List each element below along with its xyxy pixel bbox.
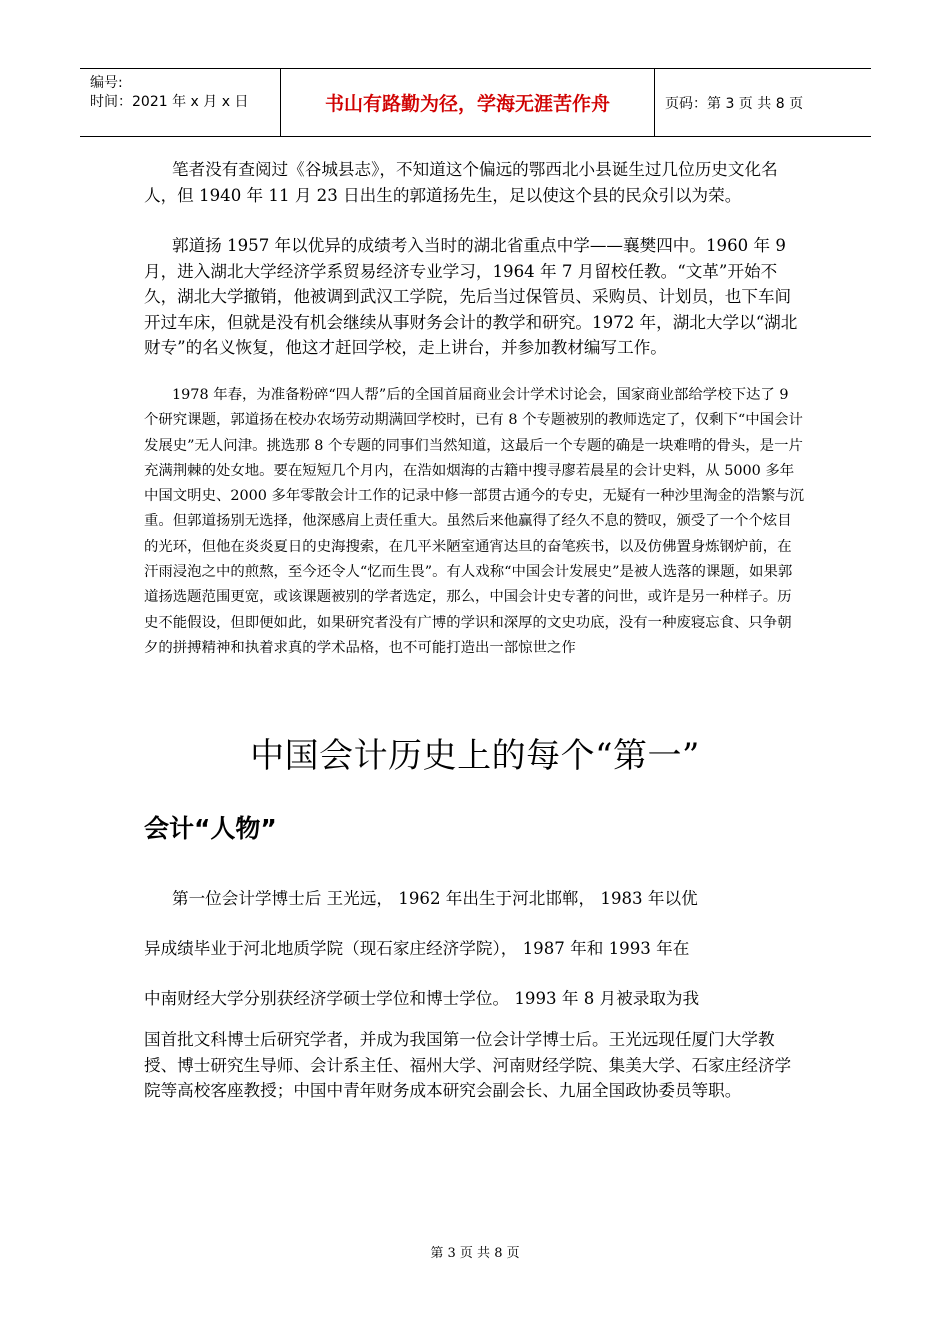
body-paragraph-3: 1978 年春，为准备粉碎“四人帮”后的全国首届商业会计学术讨论会，国家商业部给学校下达了 9 个研究课题，郭道扬在校办农场劳动期满回学校时，已有 8 个专题被别的教师选定了，仅剩下“中国会计发展史”无人问津。挑选那 8 个专题的同事们当然知道，这最后一个专题的确是一块难啃的骨头，是一片充满荆棘的处女地。要在短短几个月内，在浩如烟海的古籍中搜寻廖若晨星的会计史料，从 5000 多年中国文明史、2000 多年零散会计工作的记录中修一部贯古通今的专史，无疑有一种沙里淘金的浩繁与沉重。但郭道扬别无选择，他深感肩上责任重大。虽然后来他赢得了经久不息的赞叹，颁受了一个个炫目的光环，但他在炎炎夏日的史海搜索，在几平米陋室通宵达旦的奋笔疾书，以及仿佛置身炼钢炉前，在汗雨浸泡之中的煎熬，至今还令人“忆而生畏”。有人戏称“中国会计发展史”是被人选落的课题，如果郭道扬选题范围更宽，或该课题被别的学者选定，那么，中国会计史专著的问世，或许是另一种样子。历史不能假设，但即便如此，如果研究者没有广博的学识和深厚的文史功底，没有一种废寝忘食、只争朝夕的拼搏精神和执着求真的学术品格，也不可能打造出一部惊世之作 bbox=[144, 387, 804, 656]
document-date-label: 时间：2021 年 x 月 x 日 bbox=[90, 94, 249, 110]
header-page-number: 页码：第 3 页 共 8 页 bbox=[665, 95, 804, 112]
body-paragraph-4-line: 第一位会计学博士后 王光远， 1962 年出生于河北邯郸， 1983 年以优 bbox=[172, 889, 698, 908]
body-paragraph-4-line: 中南财经大学分别获经济学硕士学位和博士学位。 1993 年 8 月被录取为我 bbox=[144, 989, 700, 1008]
body-paragraph-4-line: 异成绩毕业于河北地质学院（现石家庄经济学院）， 1987 年和 1993 年在 bbox=[144, 939, 690, 958]
body-paragraph-4-continuation: 国首批文科博士后研究学者，并成为我国第一位会计学博士后。王光远现任厦门大学教授、博士研究生导师、会计系主任、福州大学、河南财经学院、集美大学、石家庄经济学院等高校客座教授；中国中青年财务成本研究会副会长、九届全国政协委员等职。 bbox=[144, 1030, 792, 1100]
page-footer: 第 3 页 共 8 页 bbox=[430, 1246, 520, 1261]
section-subheading: 会计“人物” bbox=[144, 814, 277, 843]
document-number-label: 编号: bbox=[90, 75, 123, 91]
body-paragraph-1: 笔者没有查阅过《谷城县志》，不知道这个偏远的鄂西北小县诞生过几位历史文化名人，但 1940 年 11 月 23 日出生的郭道扬先生，足以使这个县的民众引以为荣。 bbox=[144, 160, 778, 205]
body-paragraph-2: 郭道扬 1957 年以优异的成绩考入当时的湖北省重点中学——襄樊四中。1960 年 9 月，进入湖北大学经济学系贸易经济专业学习，1964 年 7 月留校任教。“文革”开始不久，湖北大学撤销，他被调到武汉工学院，先后当过保管员、采购员、计划员，也下车间开过车床，但就是没有机会继续从事财务会计的教学和研究。1972 年，湖北大学以“湖北财专”的名义恢复，他这才赶回学校，走上讲台，并参加教材编写工作。 bbox=[144, 236, 798, 357]
page-header bbox=[80, 68, 871, 137]
section-title: 中国会计历史上的每个“第一” bbox=[250, 736, 700, 776]
header-motto: 书山有路勤为径，学海无涯苦作舟 bbox=[324, 93, 610, 115]
header-divider bbox=[654, 69, 655, 136]
header-meta bbox=[80, 69, 280, 136]
